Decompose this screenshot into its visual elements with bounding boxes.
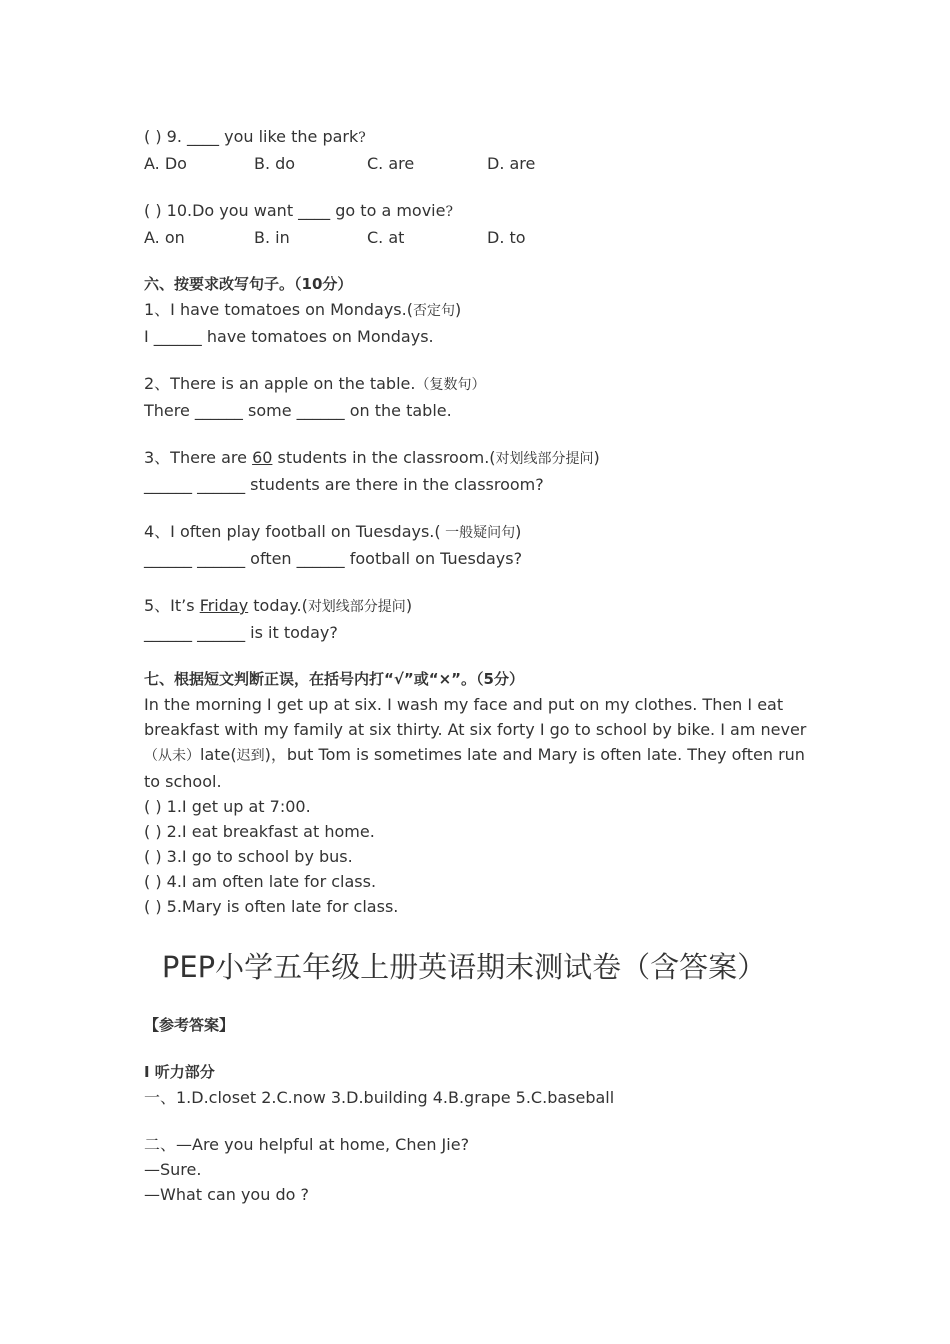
answer-line-4: —What can you do ? (144, 1185, 309, 1204)
option-c: C. at (367, 228, 405, 247)
option-d: D. to (487, 228, 526, 247)
rewrite-hint: 对划线部分提问 (307, 599, 406, 615)
option-a: A. on (144, 228, 185, 247)
answer-line-3: —Sure. (144, 1160, 202, 1179)
option-a: A. Do (144, 154, 187, 173)
option-b: B. in (254, 228, 290, 247)
rewrite-item-1: 1、I have tomatoes on Mondays.(否定句) (144, 300, 462, 319)
rewrite-item-4: 4、I often play football on Tuesdays.( 一般疑问句) (144, 522, 522, 541)
question-9 (144, 124, 824, 151)
underlined-word: 60 (252, 448, 273, 467)
rewrite-item-3: 3、There are 60 students in the classroom.(对划线部分提问) (144, 448, 600, 467)
statement-4: ( ) 4.I am often late for class. (144, 872, 377, 891)
rewrite-answer-1: I ______ have tomatoes on Mondays. (144, 327, 434, 346)
rewrite-item-2: 2、There is an apple on the table.（复数句） (144, 374, 486, 393)
section-6-heading: 六、按要求改写句子。（10分） (144, 275, 353, 293)
statement-3: ( ) 3.I go to school by bus. (144, 847, 353, 866)
question-10-mark: ? (445, 204, 453, 220)
rewrite-answer-4: ______ ______ often ______ football on Tuesdays? (144, 549, 523, 568)
question-9-options (144, 151, 824, 176)
rewrite-hint: 一般疑问句 (440, 525, 516, 541)
rewrite-answer-2: There ______ some ______ on the table. (144, 401, 452, 420)
question-10 (144, 198, 824, 225)
option-d: D. are (487, 154, 536, 173)
listening-part-heading: Ⅰ 听力部分 (144, 1063, 215, 1081)
document-page (144, 124, 824, 1207)
question-10-options (144, 225, 824, 250)
rewrite-item-5: 5、It’s Friday today.(对划线部分提问) (144, 596, 413, 615)
rewrite-hint: （复数句） (415, 377, 486, 393)
reading-passage: In the morning I get up at six. I wash my face and put on my clothes. Then I eat breakfast with my family at six thirty. At six forty I go to school by bike. I am never（从未）late(迟到)，but Tom is sometimes late and Mary is often late. They often run to school. (144, 695, 807, 791)
underlined-word: Friday (199, 596, 249, 615)
statement-1: ( ) 1.I get up at 7:00. (144, 797, 311, 816)
answer-line-1: 一、1.D.closet 2.C.now 3.D.building 4.B.grape 5.C.baseball (144, 1088, 615, 1107)
answers-heading: 【参考答案】 (144, 1016, 235, 1034)
answer-line-2: 二、—Are you helpful at home, Chen Jie? (144, 1135, 470, 1154)
question-10-stem: ( ) 10.Do you want ____ go to a movie (144, 201, 446, 220)
rewrite-answer-5: ______ ______ is it today? (144, 623, 338, 642)
rewrite-hint: 对划线部分提问 (495, 451, 594, 467)
question-9-mark: ? (358, 130, 366, 146)
rewrite-hint: 否定句 (412, 303, 455, 319)
section-7-heading: 七、根据短文判断正误，在括号内打“√”或“×”。（5分） (144, 670, 524, 688)
option-c: C. are (367, 154, 415, 173)
question-9-stem: ( ) 9. ____ you like the park (144, 127, 359, 146)
document-title: PEP小学五年级上册英语期末测试卷（含答案） (161, 950, 767, 984)
statement-2: ( ) 2.I eat breakfast at home. (144, 822, 375, 841)
statement-5: ( ) 5.Mary is often late for class. (144, 897, 399, 916)
option-b: B. do (254, 154, 296, 173)
rewrite-answer-3: ______ ______ students are there in the classroom? (144, 475, 544, 494)
